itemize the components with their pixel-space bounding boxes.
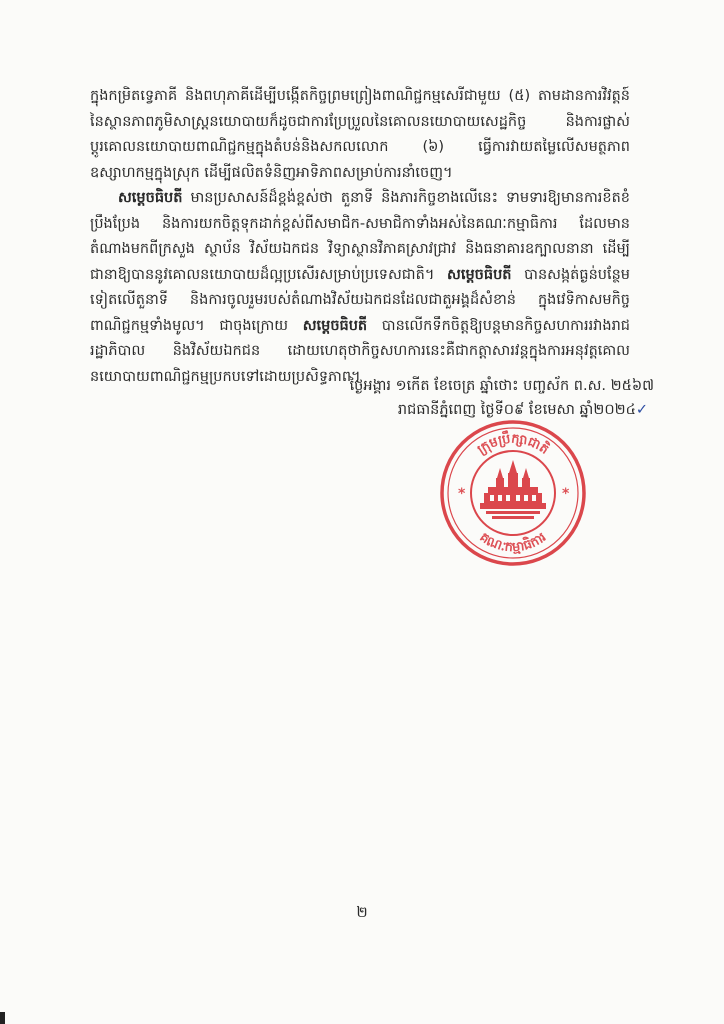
page-number: ២ [356, 903, 368, 921]
svg-text:*: * [458, 486, 466, 502]
handwritten-check-mark: ✓ [635, 402, 648, 418]
title-name: សម្តេចធិបតី [118, 190, 183, 206]
title-name: សម្តេចធិបតី [447, 266, 512, 283]
lunar-date-line: ថ្ងៃអង្គារ ១កើត ខែចេត្រ ឆ្នាំថោះ បញ្ចស័ក ព.ស. ២៥៦៧ [349, 378, 654, 394]
official-seal-stamp [438, 418, 588, 568]
paragraph-2-segment-2: បានសង្កត់ធ្ងន់បន្ថែមទៀតលើតួនាទី និងការចូលរួមរបស់តំណាងវិស័យឯកជនដែលជាតួអង្គដ៏សំខាន់ ក្នុងវេទិកាសមកិច្ចពាណិជ្ជកម្មទាំងមូល។ ជាចុងក្រោយ [90, 266, 630, 334]
date-block [324, 374, 654, 422]
gregorian-date-line: រាជធានីភ្នំពេញ ថ្ងៃទី០៩ ខែមេសា ឆ្នាំ២០២៤✓ [397, 402, 648, 418]
seal-text-bottom: គណៈកម្មាធិការ [476, 529, 550, 556]
angkor-temple-emblem [480, 460, 546, 519]
title-name: សម្តេចធិបតី [302, 317, 368, 334]
paragraph-2 [90, 186, 630, 390]
paragraph-1: ក្នុងកម្រិតទ្វេភាគី និងពហុភាគីដើម្បីបង្កើតកិច្ចព្រមព្រៀងពាណិជ្ជកម្មសេរីជាមួយ (៥) តាមដានការវិវត្តន៍នៃស្ថានភាពភូមិសាស្ត្រនយោបាយក៏ដូចជាការប្រែប្រួលនៃគោលនយោបាយសេដ្ឋកិច្ច និងការផ្លាស់ប្តូរគោលនយោបាយពាណិជ្ជកម្មក្នុងតំបន់និងសកលលោក (៦) ធ្វើការវាយតម្លៃលើសមត្ថភាពឧស្សាហកម្មក្នុងស្រុក ដើម្បីផលិតទំនិញអាទិភាពសម្រាប់ការនាំចេញ។ [90, 88, 630, 181]
seal-text-top: ក្រុមប្រឹក្សាជាតិ [474, 431, 552, 458]
scan-edge-mark [0, 1012, 5, 1024]
paragraph-2-segment-1: មានប្រសាសន៍ដ៏ខ្ពង់ខ្ពស់ថា តួនាទី និងភារកិច្ចខាងលើនេះ ទាមទារឱ្យមានការខិតខំប្រឹងប្រែង និងការយកចិត្តទុកដាក់ខ្ពស់ពីសមាជិក-សមាជិកាទាំងអស់នៃគណៈកម្មាធិការ ដែលមានតំណាងមកពីក្រសួង ស្ថាប័ន វិស័យឯកជន វិទ្យាស្ថានវិភាគស្រាវជ្រាវ និងធនាគារឧក្បាលនានា ដើម្បីជានាឱ្យបាននូវគោលនយោបាយដ៏ល្អប្រសើរសម្រាប់ប្រទេសជាតិ។ [90, 190, 630, 283]
svg-text:*: * [562, 486, 570, 502]
paragraph-2-segment-3: បានលើកទឹកចិត្តឱ្យបន្តមានកិច្ចសហការរវាងរាជរដ្ឋាភិបាល និងវិស័យឯកជន ដោយហេតុថាកិច្ចសហការនេះគឺជាកត្តាសារវន្តក្នុងការអនុវត្តគោលនយោបាយពាណិជ្ជកម្មប្រកបទៅដោយប្រសិទ្ធភាព។ [90, 317, 630, 385]
